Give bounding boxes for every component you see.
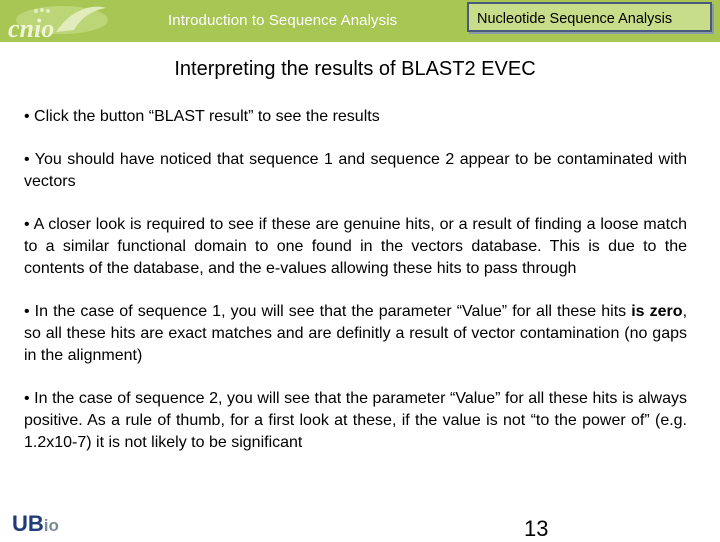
section-title: Nucleotide Sequence Analysis bbox=[477, 11, 673, 27]
header-bar bbox=[0, 0, 720, 42]
slide-title: Interpreting the results of BLAST2 EVEC bbox=[174, 58, 536, 80]
ubio-logo-u: U bbox=[12, 512, 28, 534]
section-title-box bbox=[467, 2, 712, 32]
ubio-logo bbox=[12, 512, 74, 534]
ubio-logo-io: io bbox=[43, 516, 59, 534]
bullet-item bbox=[24, 301, 687, 367]
cnio-logo-text: cnio bbox=[8, 14, 55, 40]
svg-text:UBio bbox=[12, 512, 59, 534]
bullet-item: • You should have noticed that sequence 1 and sequence 2 appear to be contaminated with vectors bbox=[24, 151, 687, 190]
bullet-emphasis: is zero bbox=[631, 303, 683, 320]
bullet-item: • A closer look is required to see if these are genuine hits, or a result of finding a loose match to a similar functional domain to one found in the vectors database. This is due to the contents of the database, and the e-values allowing these hits to pass through bbox=[24, 216, 687, 277]
bullet-item: • In the case of sequence 2, you will see that the parameter “Value” for all these hits is always positive. As a rule of thumb, for a first look at these, if the value is not “to the power of” (e.g. 1.2x10-7) it is not likely to be significant bbox=[24, 390, 687, 451]
bullet-list bbox=[24, 106, 687, 475]
bullet-item: • Click the button “BLAST result” to see the results bbox=[24, 108, 380, 125]
cnio-logo bbox=[2, 2, 152, 40]
course-title: Introduction to Sequence Analysis bbox=[168, 12, 398, 29]
ubio-logo-b: B bbox=[27, 512, 44, 534]
bullet-text: • In the case of sequence 1, you will see that the parameter “Value” for all these hits bbox=[24, 303, 632, 320]
bullet-text: , so all these hits are exact matches and are definitly a result of vector contamination (no gaps in the alignment) bbox=[24, 303, 688, 364]
page-number: 13 bbox=[524, 516, 549, 541]
